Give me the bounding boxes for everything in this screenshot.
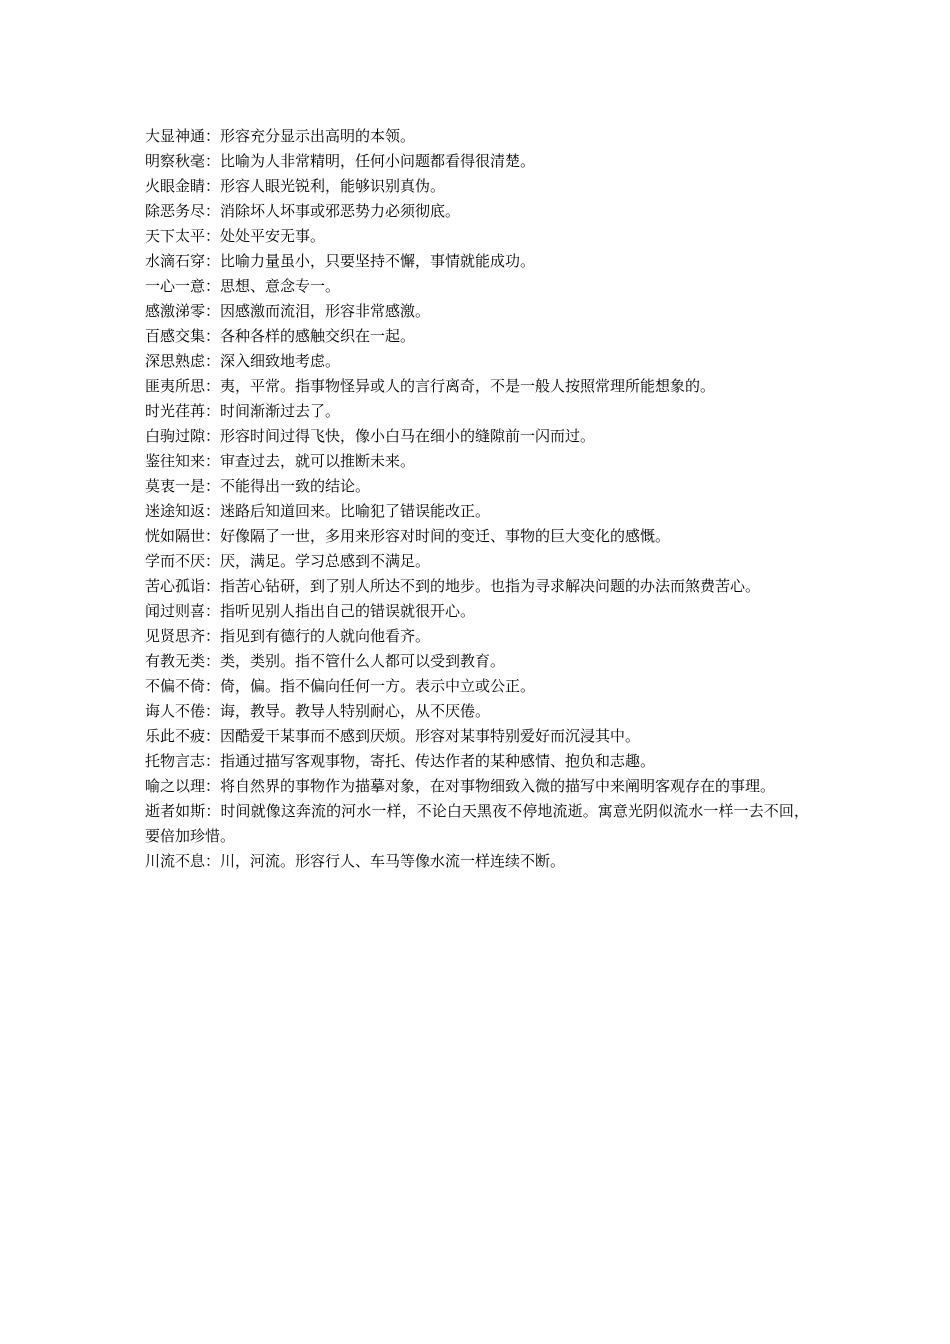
- idiom-entry: 大显神通：形容充分显示出高明的本领。: [145, 127, 416, 145]
- idiom-entry: 恍如隔世：好像隔了一世，多用来形容对时间的变迁、事物的巨大变化的感慨。: [145, 527, 671, 545]
- idiom-entry: 一心一意：思想、意念专一。: [145, 277, 341, 295]
- idiom-entry: 托物言志：指通过描写客观事物，寄托、传达作者的某种感情、抱负和志趣。: [145, 752, 656, 770]
- idiom-entry: 匪夷所思：夷，平常。指事物怪异或人的言行离奇，不是一般人按照常理所能想象的。: [145, 377, 716, 395]
- idiom-entry: 乐此不疲：因酷爱干某事而不感到厌烦。形容对某事特别爱好而沉浸其中。: [145, 727, 641, 745]
- idiom-entry: 有教无类：类，类别。指不管什么人都可以受到教育。: [145, 652, 506, 670]
- idiom-entry: 感激涕零：因感激而流泪，形容非常感激。: [145, 302, 431, 320]
- idiom-entry: 喻之以理：将自然界的事物作为描摹对象，在对事物细致入微的描写中来阐明客观存在的事理。: [145, 777, 776, 795]
- idiom-entry: 苦心孤诣：指苦心钻研，到了别人所达不到的地步。也指为寻求解决问题的办法而煞费苦心。: [145, 577, 761, 595]
- idiom-entry: 莫衷一是：不能得出一致的结论。: [145, 477, 371, 495]
- idiom-entry: 水滴石穿：比喻力量虽小，只要坚持不懈，事情就能成功。: [145, 252, 536, 270]
- idiom-entry: 时光荏苒：时间渐渐过去了。: [145, 402, 341, 420]
- idiom-entry: 明察秋毫：比喻为人非常精明，任何小问题都看得很清楚。: [145, 152, 536, 170]
- idiom-entry: 火眼金睛：形容人眼光锐利，能够识别真伪。: [145, 177, 446, 195]
- idiom-entry: 迷途知返：迷路后知道回来。比喻犯了错误能改正。: [145, 502, 491, 520]
- idiom-entry: 除恶务尽：消除坏人坏事或邪恶势力必须彻底。: [145, 202, 461, 220]
- idiom-entry: 诲人不倦：诲，教导。教导人特别耐心，从不厌倦。: [145, 702, 491, 720]
- idiom-entry: 不偏不倚：倚，偏。指不偏向任何一方。表示中立或公正。: [145, 677, 536, 695]
- idiom-entry: 川流不息：川，河流。形容行人、车马等像水流一样连续不断。: [145, 852, 566, 870]
- idiom-list: [145, 124, 809, 874]
- idiom-entry: 见贤思齐：指见到有德行的人就向他看齐。: [145, 627, 431, 645]
- idiom-entry: 白驹过隙：形容时间过得飞快，像小白马在细小的缝隙前一闪而过。: [145, 427, 596, 445]
- idiom-entry: 逝者如斯：时间就像这奔流的河水一样，不论白天黑夜不停地流逝。寓意光阴似流水一样一去不回，要倍加珍惜。: [145, 802, 809, 845]
- idiom-entry: 深思熟虑：深入细致地考虑。: [145, 352, 341, 370]
- idiom-entry: 百感交集：各种各样的感触交织在一起。: [145, 327, 416, 345]
- idiom-entry: 天下太平：处处平安无事。: [145, 227, 326, 245]
- idiom-entry: 闻过则喜：指听见别人指出自己的错误就很开心。: [145, 602, 476, 620]
- idiom-entry: 鉴往知来：审查过去，就可以推断未来。: [145, 452, 416, 470]
- idiom-entry: 学而不厌：厌，满足。学习总感到不满足。: [145, 552, 431, 570]
